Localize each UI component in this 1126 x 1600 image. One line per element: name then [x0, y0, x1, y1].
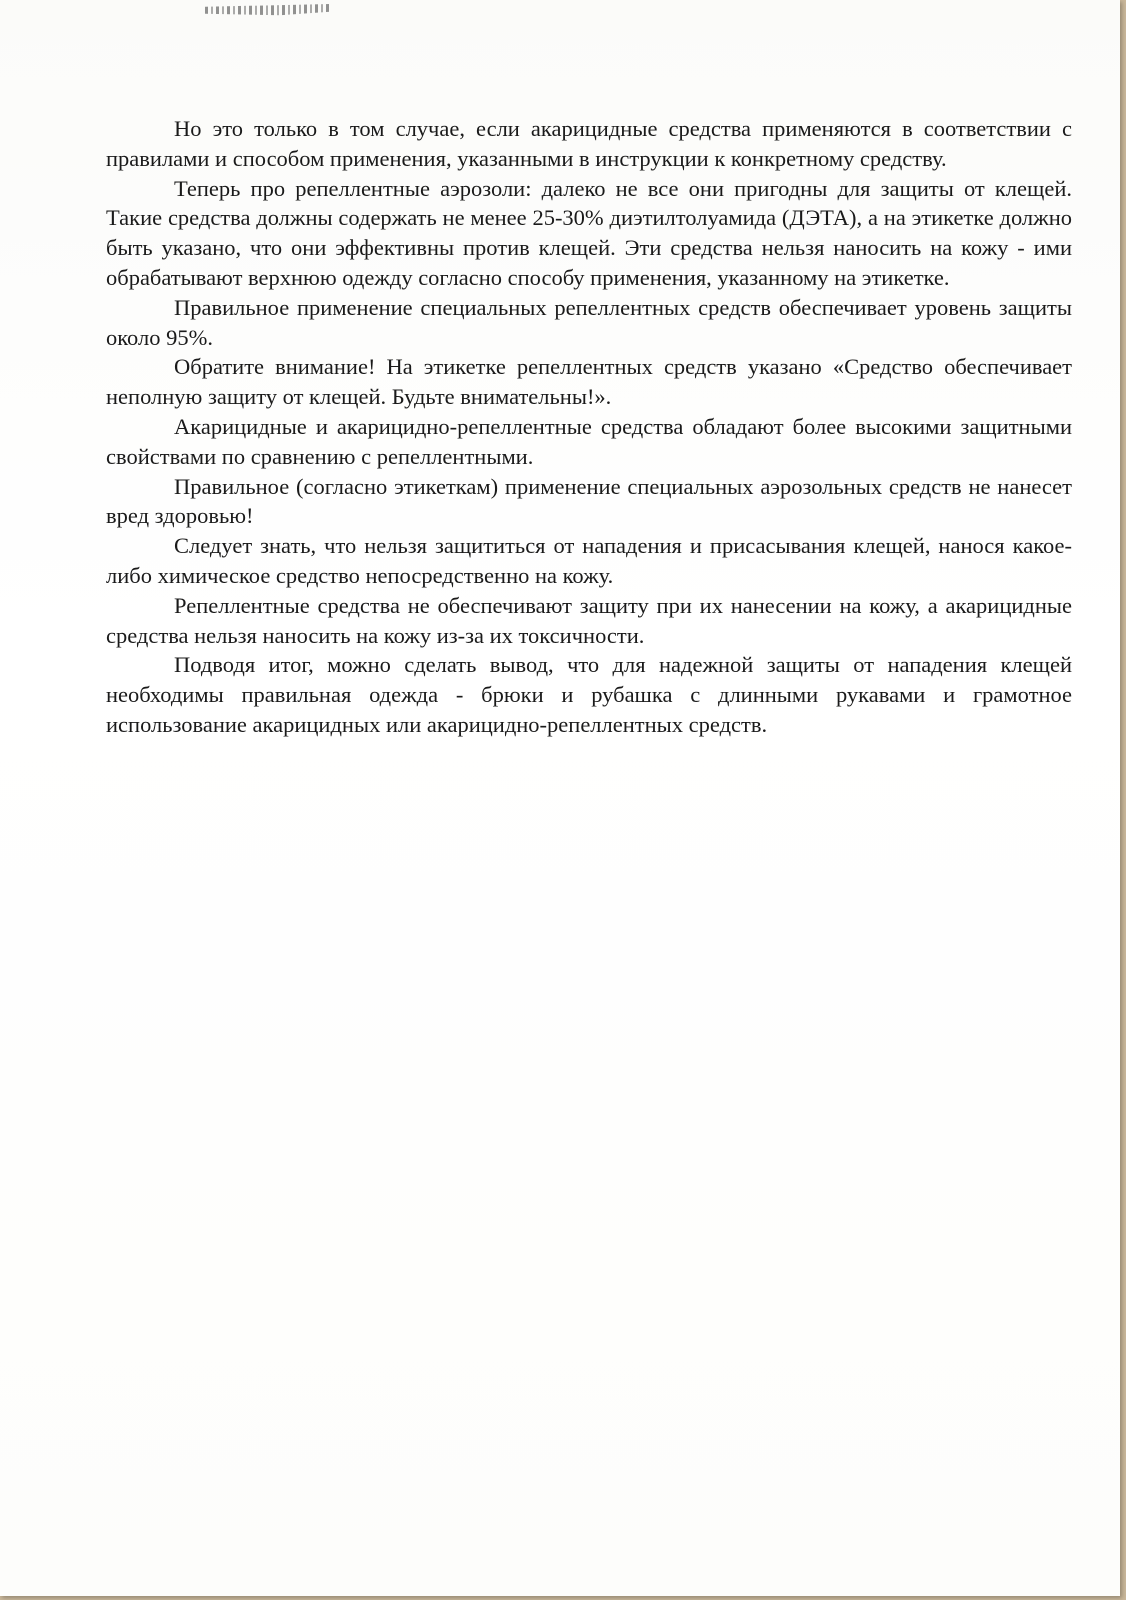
paragraph-skin-application: Следует знать, что нельзя защититься от нападения и присасывания клещей, нанося какое-либо химическое средство непосредственно на кожу.	[106, 533, 1072, 588]
paragraph-acaricide-comparison: Акарицидные и акарицидно-репеллентные средства обладают более высокими защитными свойствами по сравнению с репеллентными.	[106, 413, 1072, 469]
scan-artifact-mark	[205, 4, 330, 18]
paragraph-repellent-skin: Репеллентные средства не обеспечивают защиту при их нанесении на кожу, а акарицидные средства нельзя наносить на кожу из-за их токсичности.	[106, 592, 1072, 648]
document-body	[106, 114, 1072, 740]
paragraph-health-safety: Правильное (согласно этикеткам) применение специальных аэрозольных средств не нанесет вред здоровью!	[106, 473, 1072, 529]
paragraph-label-warning: Обратите внимание! На этикетке репеллентных средств указано «Средство обеспечивает неполную защиту от клещей. Будьте внимательны!».	[106, 354, 1072, 410]
paragraph-repellent-aerosols: Теперь про репеллентные аэрозоли: далеко не все они пригодны для защиты от клещей. Такие средства должны содержать не менее 25-30% диэтилтолуамида (ДЭТА), а на этикетке должно быть указано, что они эффективны против клещей. Эти средства нельзя наносить на кожу - ими обрабатывают верхнюю одежду согласно способу применения, указанному на этикетке.	[106, 175, 1072, 290]
paragraph-acaricide-usage: Но это только в том случае, если акарицидные средства применяются в соответствии с правилами и способом применения, указанными в инструкции к конкретному средству.	[106, 116, 1072, 171]
paragraph-conclusion: Подводя итог, можно сделать вывод, что для надежной защиты от нападения клещей необходимы правильная одежда - брюки и рубашка с длинными рукавами и грамотное использование акарицидных или акарицидно-репеллентных средств.	[106, 652, 1072, 737]
paragraph-protection-level: Правильное применение специальных репеллентных средств обеспечивает уровень защиты около 95%.	[106, 294, 1072, 350]
